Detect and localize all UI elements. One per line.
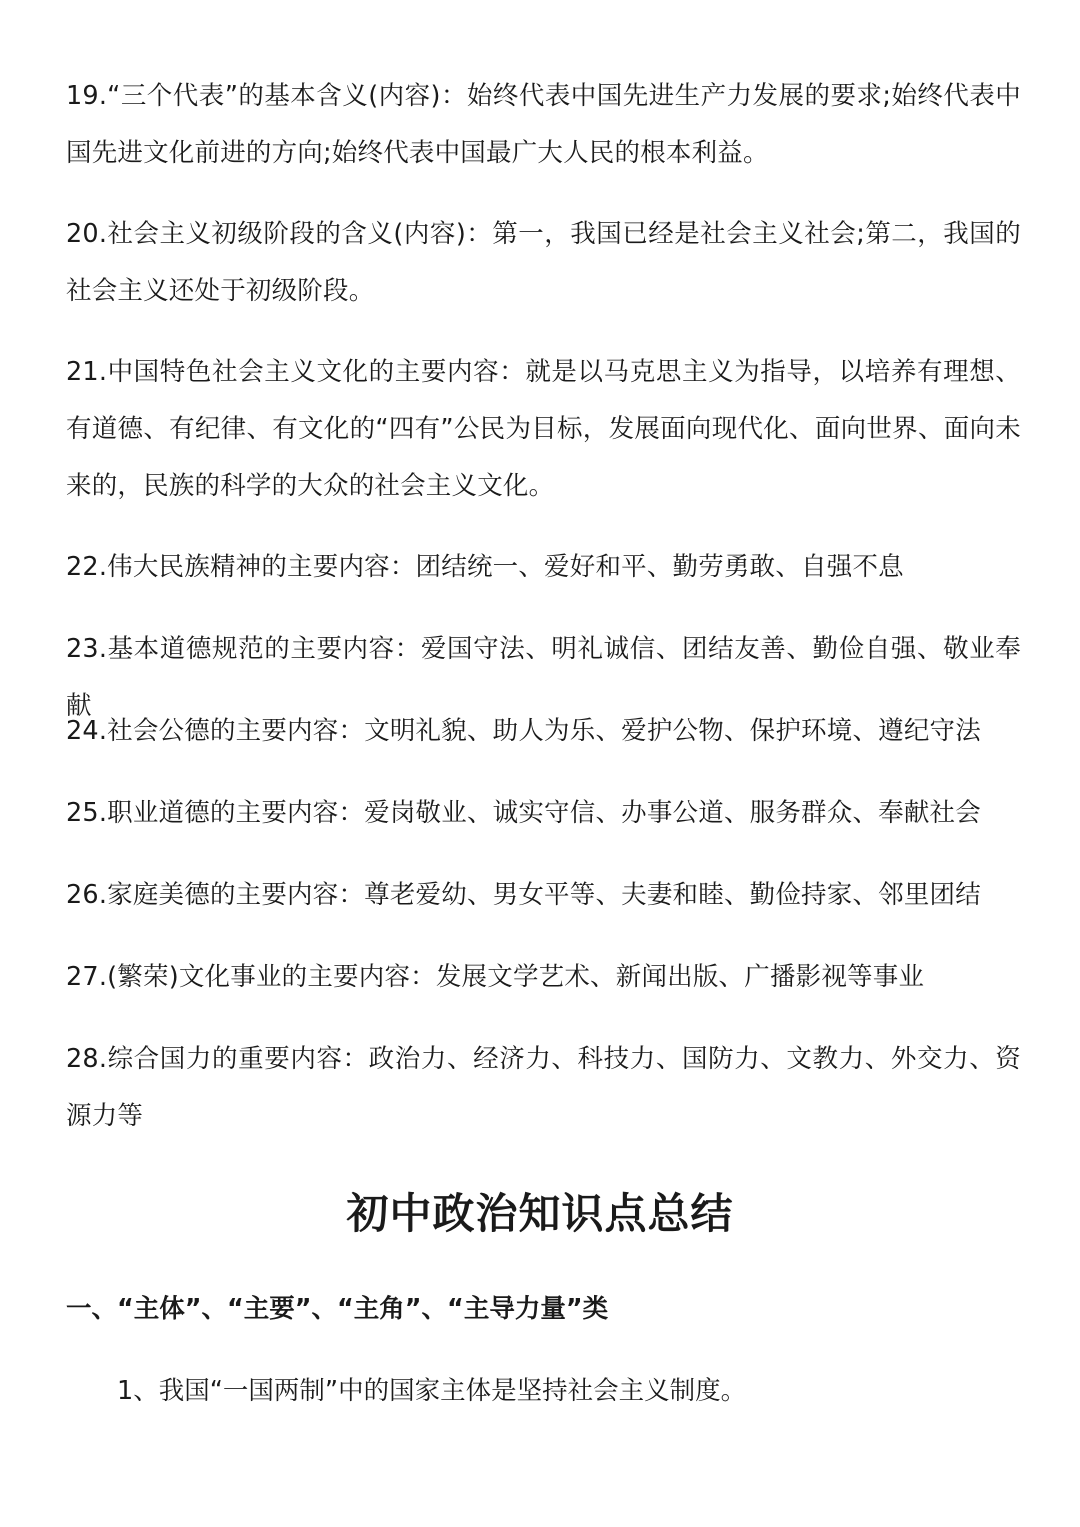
item-22: 22.伟大民族精神的主要内容：团结统一、爱好和平、勤劳勇敢、自强不息 (66, 552, 904, 582)
section-item-1: 1、我国“一国两制”中的国家主体是坚持社会主义制度。 (117, 1376, 747, 1406)
item-20: 20.社会主义初级阶段的含义(内容)：第一，我国已经是社会主义社会;第二，我国的社会主义还处于初级阶段。 (66, 219, 1021, 306)
section-heading: 一、“主体”、“主要”、“主角”、“主导力量”类 (66, 1294, 609, 1324)
item-24: 24.社会公德的主要内容：文明礼貌、助人为乐、爱护公物、保护环境、遵纪守法 (66, 716, 981, 746)
item-21: 21.中国特色社会主义文化的主要内容：就是以马克思主义为指导，以培养有理想、有道德、有纪律、有文化的“四有”公民为目标，发展面向现代化、面向世界、面向未来的，民族的科学的大众的社会主义文化。 (66, 357, 1021, 501)
item-26: 26.家庭美德的主要内容：尊老爱幼、男女平等、夫妻和睦、勤俭持家、邻里团结 (66, 880, 981, 910)
page-title: 初中政治知识点总结 (346, 1189, 734, 1238)
item-19: 19.“三个代表”的基本含义(内容)：始终代表中国先进生产力发展的要求;始终代表中国先进文化前进的方向;始终代表中国最广大人民的根本利益。 (66, 81, 1021, 168)
item-27: 27.(繁荣)文化事业的主要内容：发展文学艺术、新闻出版、广播影视等事业 (66, 962, 925, 992)
item-28: 28.综合国力的重要内容：政治力、经济力、科技力、国防力、文教力、外交力、资源力等 (66, 1044, 1021, 1131)
item-25: 25.职业道德的主要内容：爱岗敬业、诚实守信、办事公道、服务群众、奉献社会 (66, 798, 981, 828)
item-23: 23.基本道德规范的主要内容：爱国守法、明礼诚信、团结友善、勤俭自强、敬业奉献 (66, 634, 1021, 721)
